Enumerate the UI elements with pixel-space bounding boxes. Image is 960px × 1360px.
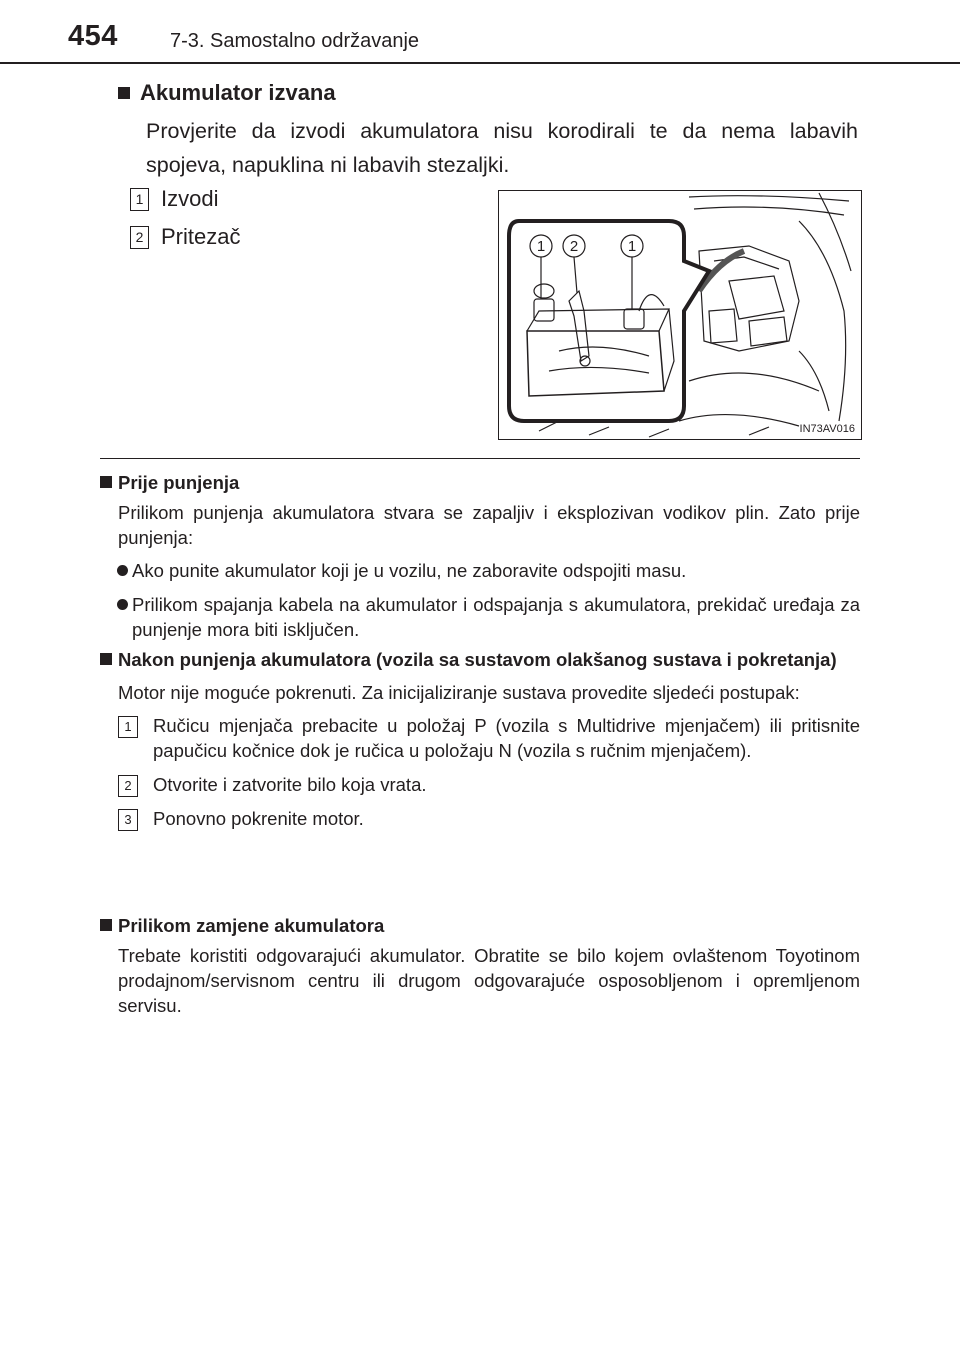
round-bullet-icon <box>117 565 128 576</box>
section-title: Nakon punjenja akumulatora (vozila sa sustavom olakšanog sustava i pokretanja) <box>100 647 860 672</box>
label-number: 2 <box>130 226 149 249</box>
section-text: Prilikom punjenja akumulatora stvara se zapaljiv i eksplozivan vodikov plin. Zato prije punjenja: <box>118 502 860 548</box>
callout-number: 1 <box>536 238 546 255</box>
step-number: 2 <box>118 775 138 797</box>
callout-number: 2 <box>569 238 579 255</box>
chapter-title: 7-3. Samostalno održavanje <box>170 30 420 52</box>
engine-bay-drawing <box>499 191 861 439</box>
list-item: Ako punite akumulator koji je u vozilu, ne zaboravite odspojiti masu. <box>118 558 860 583</box>
round-bullet-icon <box>117 599 128 610</box>
before-charging-section <box>100 470 860 642</box>
square-bullet-icon <box>100 653 112 665</box>
figure-code: IN73AV016 <box>799 423 855 435</box>
after-charging-section <box>100 647 860 831</box>
section-text: Trebate koristiti odgovarajući akumulator. Obratite se bilo kojem ovlaštenom Toyotinom prodajnom/servisnom centru ili drugom odgovarajuće osposobljenom i opremljenom servisu. <box>118 945 860 1016</box>
square-bullet-icon <box>100 919 112 931</box>
step-item: 3 Ponovno pokrenite motor. <box>118 806 860 831</box>
callout-number: 1 <box>627 238 637 255</box>
label-text: Izvodi <box>161 186 219 211</box>
section-text: Motor nije moguće pokrenuti. Za inicijaliziranje sustava provedite sljedeći postupak: <box>118 682 800 703</box>
section-title-battery-exterior: Akumulator izvana <box>118 80 336 106</box>
step-number: 3 <box>118 809 138 831</box>
battery-illustration <box>498 190 862 440</box>
label-number: 1 <box>130 188 149 211</box>
replacing-section <box>100 913 860 1018</box>
list-item: Prilikom spajanja kabela na akumulator i odspajanja s akumulatora, prekidač uređaja za punjenje mora biti isključen. <box>118 592 860 642</box>
figure-label-2 <box>130 224 240 250</box>
step-number: 1 <box>118 716 138 738</box>
square-bullet-icon <box>118 87 130 99</box>
section-title: Prilikom zamjene akumulatora <box>100 913 860 938</box>
step-item: 1 Ručicu mjenjača prebacite u položaj P (vozila s Multidrive mjenjačem) ili pritisnite papučicu kočnice dok je ručica u položaju N (vozila s ručnim mjenjačem). <box>118 713 860 763</box>
step-item: 2 Otvorite i zatvorite bilo koja vrata. <box>118 772 860 797</box>
page-header <box>0 0 960 64</box>
figure-label-1 <box>130 186 218 212</box>
battery-exterior-text: Provjerite da izvodi akumulatora nisu korodirali te da nema labavih spojeva, napuklina ni labavih stezaljki. <box>146 119 858 177</box>
section-divider <box>100 458 860 459</box>
header-rule <box>0 62 960 64</box>
section-title: Prije punjenja <box>100 470 860 495</box>
square-bullet-icon <box>100 476 112 488</box>
page-number: 454 <box>68 20 118 52</box>
label-text: Pritezač <box>161 224 241 249</box>
